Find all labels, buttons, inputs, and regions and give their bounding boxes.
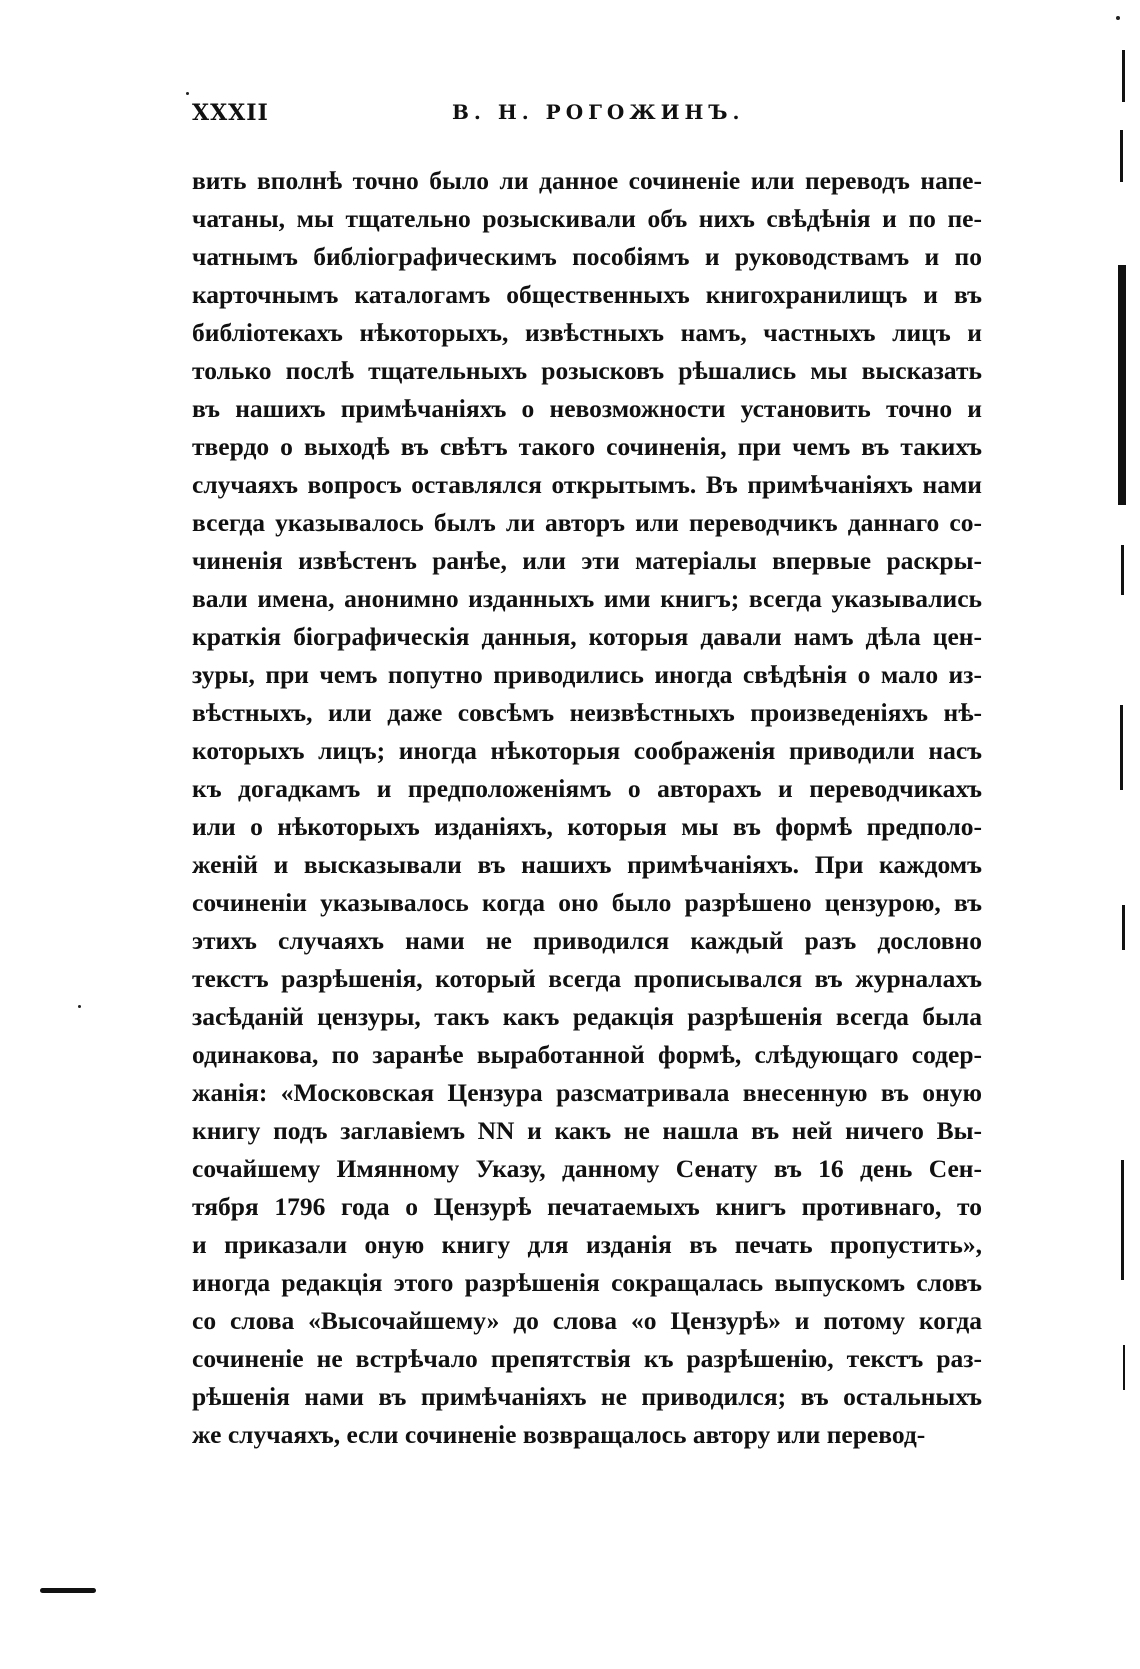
text-line: сочиненіе не встрѣчало препятствія къ разрѣшенію, текстъ раз- — [192, 1344, 982, 1373]
text-line: вѣстныхъ, или даже совсѣмъ неизвѣстныхъ произведеніяхъ нѣ- — [192, 698, 982, 727]
text-line: этихъ случаяхъ нами не приводился каждый разъ дословно — [192, 926, 982, 955]
text-line: только послѣ тщательныхъ розысковъ рѣшались мы высказать — [192, 356, 982, 385]
scan-edge-mark — [1118, 265, 1126, 505]
text-line: вить вполнѣ точно было ли данное сочиненіе или переводъ напе- — [192, 166, 982, 195]
page-number: XXXII — [192, 100, 269, 126]
text-line: вали имена, анонимно изданныхъ ими книгъ; всегда указывались — [192, 584, 982, 613]
text-line: рѣшенія нами въ примѣчаніяхъ не приводился; въ остальныхъ — [192, 1382, 982, 1411]
text-line: текстъ разрѣшенія, который всегда прописывался въ журналахъ — [192, 964, 982, 993]
text-line: со слова «Высочайшему» до слова «о Цензурѣ» и потому когда — [192, 1306, 982, 1335]
text-line: твердо о выходѣ въ свѣтъ такого сочиненія, при чемъ въ такихъ — [192, 432, 982, 461]
text-line: или о нѣкоторыхъ изданіяхъ, которыя мы въ формѣ предполо- — [192, 812, 982, 841]
text-line: которыхъ лицъ; иногда нѣкоторыя соображенія приводили насъ — [192, 736, 982, 765]
running-head: В. Н. РОГОЖИНЪ. — [452, 100, 745, 124]
text-line: карточнымъ каталогамъ общественныхъ книгохранилищъ и въ — [192, 280, 982, 309]
scan-edge-mark — [1122, 50, 1125, 102]
text-line: библіотекахъ нѣкоторыхъ, извѣстныхъ намъ, частныхъ лицъ и — [192, 318, 982, 347]
text-line: чатаны, мы тщательно розыскивали объ нихъ свѣдѣнія и по пе- — [192, 204, 982, 233]
body-text — [192, 162, 982, 1454]
scan-edge-mark — [1120, 130, 1123, 182]
text-line: книгу подъ заглавіемъ NN и какъ не нашла въ ней ничего Вы- — [192, 1116, 982, 1145]
text-line: женій и высказывали въ нашихъ примѣчаніяхъ. При каждомъ — [192, 850, 982, 879]
text-line: всегда указывалось былъ ли авторъ или переводчикъ даннаго со- — [192, 508, 982, 537]
text-line: чиненія извѣстенъ ранѣе, или эти матеріалы впервые раскры- — [192, 546, 982, 575]
scan-edge-mark — [1121, 545, 1124, 595]
scan-edge-mark — [1120, 705, 1123, 790]
text-line: сочайшему Имянному Указу, данному Сенату въ 16 день Сен- — [192, 1154, 982, 1183]
text-line: тября 1796 года о Цензурѣ печатаемыхъ книгъ противнаго, то — [192, 1192, 982, 1221]
page-header — [192, 100, 992, 140]
text-line: засѣданій цензуры, такъ какъ редакція разрѣшенія всегда была — [192, 1002, 982, 1031]
text-line: чатнымъ библіографическимъ пособіямъ и руководствамъ и по — [192, 242, 982, 271]
scan-edge-mark — [1121, 1160, 1124, 1280]
scan-speck — [1116, 16, 1120, 20]
text-line: жанія: «Московская Цензура разсматривала внесенную въ оную — [192, 1078, 982, 1107]
text-line: случаяхъ вопросъ оставлялся открытымъ. Въ примѣчаніяхъ нами — [192, 470, 982, 499]
text-line: въ нашихъ примѣчаніяхъ о невозможности установить точно и — [192, 394, 982, 423]
text-line: иногда редакція этого разрѣшенія сокращалась выпускомъ словъ — [192, 1268, 982, 1297]
scan-speck — [78, 1005, 81, 1008]
text-line: и приказали оную книгу для изданія въ печать пропустить», — [192, 1230, 982, 1259]
text-line: краткія біографическія данныя, которыя давали намъ дѣла цен- — [192, 622, 982, 651]
scan-edge-mark — [1123, 1345, 1125, 1390]
text-line: сочиненіи указывалось когда оно было разрѣшено цензурою, въ — [192, 888, 982, 917]
text-line: одинакова, по заранѣе выработанной формѣ, слѣдующаго содер- — [192, 1040, 982, 1069]
scan-speck — [186, 92, 189, 95]
scan-edge-mark — [1122, 905, 1125, 950]
scan-edge-mark — [40, 1588, 96, 1593]
text-line: къ догадкамъ и предположеніямъ о авторахъ и переводчикахъ — [192, 774, 982, 803]
text-line: же случаяхъ, если сочиненіе возвращалось автору или перевод- — [192, 1420, 926, 1449]
text-line: зуры, при чемъ попутно приводились иногда свѣдѣнія о мало из- — [192, 660, 982, 689]
